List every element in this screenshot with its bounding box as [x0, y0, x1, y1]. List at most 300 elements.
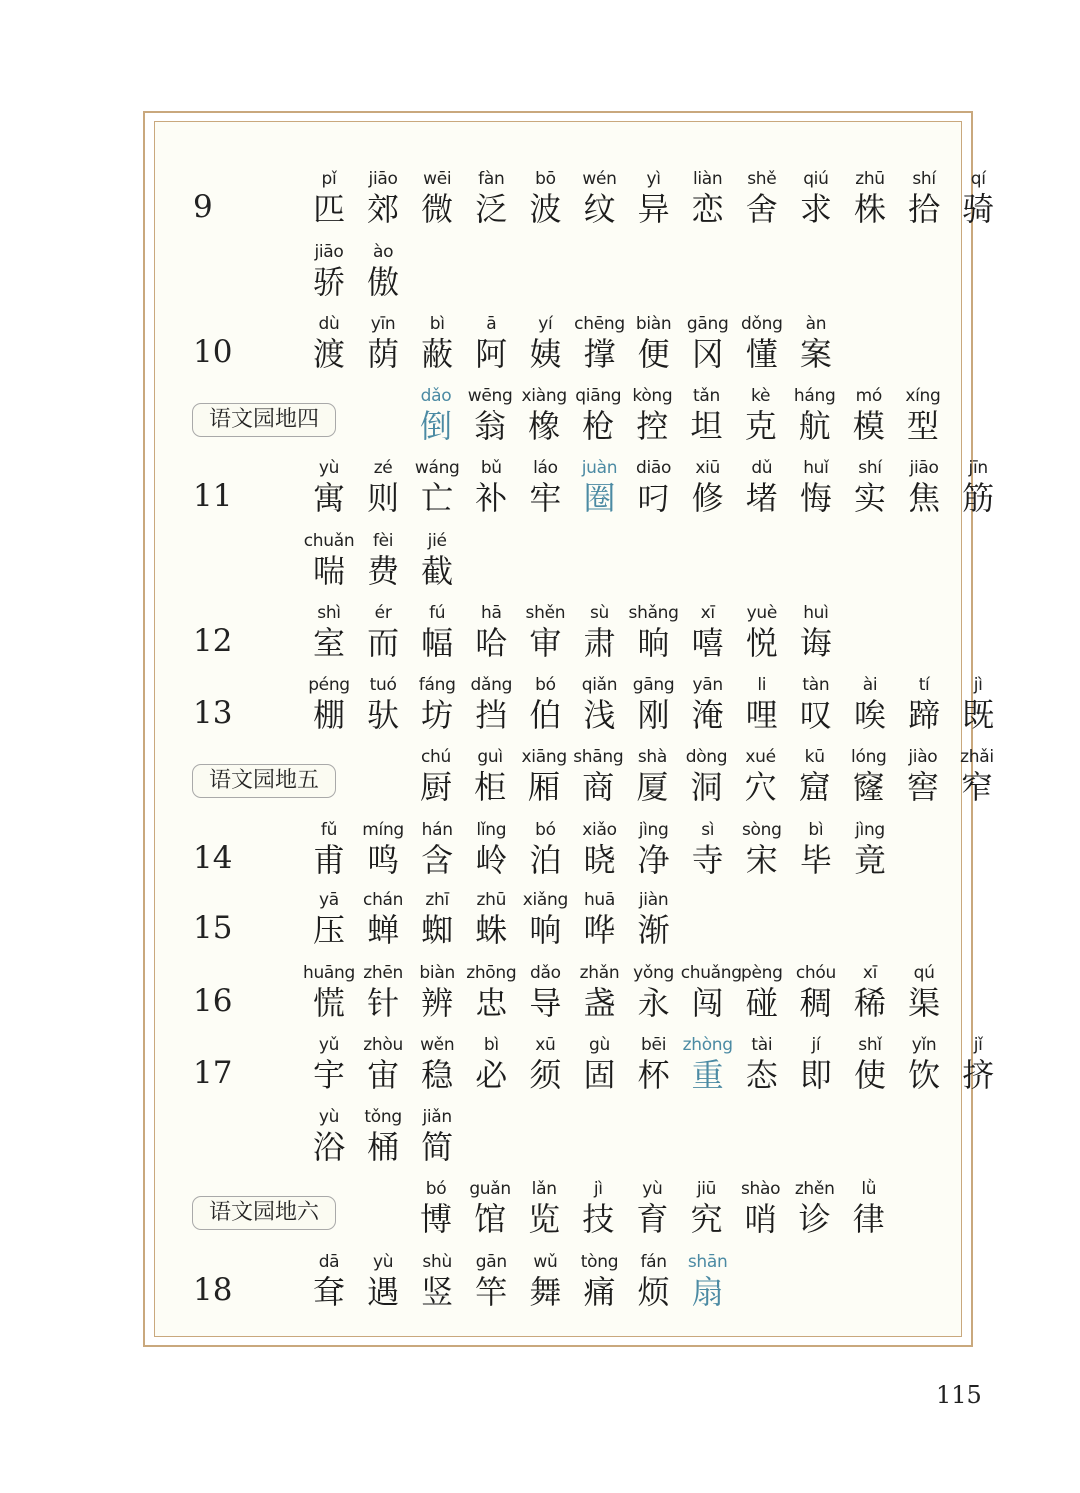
- pinyin: xiàng: [521, 386, 567, 406]
- hanzi: 窟: [798, 768, 831, 806]
- hanzi: 耷: [312, 1273, 345, 1311]
- character-cell: [627, 961, 681, 1021]
- pinyin: bó: [535, 675, 556, 695]
- lesson-row: [193, 529, 953, 589]
- character-cell: [680, 1177, 734, 1237]
- hanzi: 蔽: [421, 335, 454, 373]
- character-cell: [302, 1033, 356, 1093]
- character-cell: [573, 456, 627, 516]
- hanzi: 压: [312, 911, 345, 949]
- pinyin: kè: [751, 386, 771, 406]
- lesson-row: [193, 456, 995, 517]
- character-cell: [627, 312, 681, 372]
- character-cell: [627, 888, 681, 948]
- pinyin: zhī: [425, 890, 449, 910]
- hanzi: 窖: [906, 768, 939, 806]
- hanzi: 简: [421, 1128, 454, 1166]
- hanzi: 饮: [908, 1056, 941, 1094]
- pinyin: gāng: [632, 675, 675, 695]
- pinyin: yù: [372, 1252, 394, 1272]
- pinyin: yīn: [370, 314, 396, 334]
- pinyin: huā: [583, 890, 616, 910]
- hanzi: 枪: [582, 407, 615, 445]
- pinyin: yǒng: [633, 963, 674, 983]
- hanzi: 究: [690, 1200, 723, 1238]
- pinyin: chán: [363, 890, 404, 910]
- character-cell: [735, 961, 789, 1021]
- pinyin: jìng: [855, 820, 885, 840]
- pinyin: wén: [582, 169, 617, 189]
- pinyin: guǎn: [469, 1179, 511, 1199]
- hanzi: 姨: [529, 335, 562, 373]
- character-cell: [627, 818, 681, 878]
- hanzi: 翁: [474, 407, 507, 445]
- character-cell: [356, 240, 410, 300]
- pinyin: yuè: [746, 603, 777, 623]
- hanzi: 窄: [960, 768, 993, 806]
- hanzi: 稀: [853, 984, 886, 1022]
- hanzi: 棚: [312, 696, 345, 734]
- character-cell: [843, 818, 897, 878]
- character-cell: [464, 1033, 518, 1093]
- hanzi: 永: [637, 984, 670, 1022]
- pinyin: lǜ: [861, 1179, 877, 1199]
- character-cell: [356, 1105, 410, 1165]
- hanzi: 修: [691, 479, 724, 517]
- hanzi: 恋: [691, 190, 724, 228]
- hanzi: 舍: [745, 190, 778, 228]
- hanzi: 渠: [908, 984, 941, 1022]
- pinyin: tàn: [802, 675, 830, 695]
- character-table: [154, 121, 995, 1337]
- character-cell: [302, 818, 356, 878]
- character-cell: [627, 456, 681, 516]
- character-cell: [410, 529, 464, 589]
- pinyin: fán: [640, 1252, 667, 1272]
- hanzi: 遇: [367, 1273, 400, 1311]
- character-cell: [518, 1033, 572, 1093]
- hanzi: 懂: [745, 335, 778, 373]
- pinyin: chú: [421, 747, 451, 767]
- character-cell: [302, 888, 356, 948]
- pinyin: wáng: [414, 458, 460, 478]
- pinyin: shào: [740, 1179, 781, 1199]
- character-cell: [517, 1177, 571, 1237]
- pinyin: zhǎi: [960, 747, 994, 767]
- pinyin: diāo: [636, 458, 672, 478]
- character-cell: [573, 1250, 627, 1310]
- hanzi: 蜘: [421, 911, 454, 949]
- character-cell: [897, 673, 951, 733]
- hanzi: 伯: [529, 696, 562, 734]
- pinyin: xī: [862, 963, 878, 983]
- character-cell: [571, 384, 625, 444]
- character-cell: [625, 384, 679, 444]
- hanzi: 牢: [529, 479, 562, 517]
- lesson-row: [193, 1250, 953, 1310]
- character-cell: [518, 312, 572, 372]
- hanzi: 橡: [528, 407, 561, 445]
- character-cell: [356, 961, 410, 1021]
- hanzi: 博: [419, 1200, 452, 1238]
- character-cell: [518, 167, 572, 227]
- pinyin: jīn: [968, 458, 988, 478]
- hanzi: 拾: [908, 190, 941, 228]
- pinyin: fú: [429, 603, 446, 623]
- character-cell: [464, 961, 518, 1021]
- lesson-row: [193, 167, 995, 228]
- character-cell: [627, 167, 681, 227]
- pinyin: bǔ: [480, 458, 502, 478]
- hanzi: 匹: [312, 190, 345, 228]
- character-cell: [627, 1033, 681, 1093]
- character-cell: [625, 1177, 679, 1237]
- character-cell: [356, 312, 410, 372]
- hanzi: 重: [691, 1056, 724, 1094]
- character-cell: [789, 601, 843, 661]
- hanzi: 控: [636, 407, 669, 445]
- hanzi: 甫: [312, 841, 345, 879]
- hanzi: 蛛: [475, 911, 508, 949]
- hanzi: 必: [475, 1056, 508, 1094]
- character-cell: [518, 601, 572, 661]
- pinyin: yān: [692, 675, 723, 695]
- hanzi: 宇: [312, 1056, 345, 1094]
- pinyin: chēng: [574, 314, 625, 334]
- lesson-row: [193, 1105, 953, 1165]
- pinyin: yí: [538, 314, 553, 334]
- character-cell: [788, 384, 842, 444]
- pinyin: shě: [747, 169, 777, 189]
- character-cell: [518, 818, 572, 878]
- hanzi: 竟: [853, 841, 886, 879]
- pinyin: wěn: [420, 1035, 455, 1055]
- pinyin: wǔ: [533, 1252, 558, 1272]
- pinyin: qiú: [803, 169, 829, 189]
- character-cell: [410, 1105, 464, 1165]
- pinyin: kū: [804, 747, 825, 767]
- pinyin: xī: [700, 603, 715, 623]
- pinyin: xiǎng: [522, 890, 569, 910]
- pinyin: fèi: [372, 531, 394, 551]
- character-cell: [302, 529, 356, 589]
- character-cell: [735, 818, 789, 878]
- character-cell: [789, 167, 843, 227]
- character-cell: [571, 745, 625, 805]
- hanzi: 窿: [852, 768, 885, 806]
- character-cell: [356, 1250, 410, 1310]
- lesson-row: [193, 818, 953, 878]
- character-cell: [896, 745, 950, 805]
- pinyin: shì: [317, 603, 341, 623]
- hanzi: 诲: [799, 624, 832, 662]
- hanzi: 竖: [421, 1273, 454, 1311]
- character-cell: [843, 167, 897, 227]
- pinyin: jìng: [638, 820, 669, 840]
- character-cell: [573, 167, 627, 227]
- character-cell: [734, 745, 788, 805]
- hanzi: 坦: [690, 407, 723, 445]
- hanzi: 纹: [583, 190, 616, 228]
- hanzi: 挡: [475, 696, 508, 734]
- character-cell: [680, 745, 734, 805]
- character-cell: [410, 888, 464, 948]
- pinyin: jiū: [696, 1179, 717, 1199]
- character-cell: [302, 1250, 356, 1310]
- hanzi: 哩: [745, 696, 778, 734]
- hanzi: 使: [853, 1056, 886, 1094]
- hanzi: 唉: [853, 696, 886, 734]
- lesson-number: 16: [193, 983, 233, 1019]
- hanzi: 既: [962, 696, 995, 734]
- character-cell: [681, 818, 735, 878]
- character-cell: [897, 167, 951, 227]
- hanzi: 傲: [367, 263, 400, 301]
- character-cell: [573, 312, 627, 372]
- pinyin: zhěn: [794, 1179, 835, 1199]
- pinyin: fáng: [418, 675, 456, 695]
- character-cell: [518, 888, 572, 948]
- hanzi: 览: [528, 1200, 561, 1238]
- lesson-row: [193, 961, 953, 1021]
- character-cell: [681, 601, 735, 661]
- pinyin: bō: [535, 169, 556, 189]
- pinyin: jiāo: [314, 242, 344, 262]
- character-cell: [463, 1177, 517, 1237]
- pinyin: tǎn: [693, 386, 720, 406]
- page-number: 115: [936, 1381, 982, 1409]
- hanzi: 辨: [421, 984, 454, 1022]
- hanzi: 异: [637, 190, 670, 228]
- hanzi: 厨: [419, 768, 452, 806]
- pinyin: jiāo: [909, 458, 939, 478]
- character-cell: [410, 1033, 464, 1093]
- hanzi: 针: [367, 984, 400, 1022]
- character-cell: [627, 1250, 681, 1310]
- pinyin: ā: [486, 314, 497, 334]
- hanzi: 肃: [583, 624, 616, 662]
- hanzi: 而: [367, 624, 400, 662]
- character-cell: [951, 167, 1005, 227]
- pinyin: jiàn: [638, 890, 669, 910]
- character-cell: [464, 888, 518, 948]
- character-cell: [681, 673, 735, 733]
- character-cell: [464, 456, 518, 516]
- character-cell: [843, 961, 897, 1021]
- hanzi: 株: [853, 190, 886, 228]
- pinyin: zé: [373, 458, 393, 478]
- character-cell: [789, 312, 843, 372]
- hanzi: 烦: [637, 1273, 670, 1311]
- section-label: 语文园地四: [192, 403, 336, 437]
- lesson-row: [193, 1177, 953, 1237]
- hanzi: 筋: [962, 479, 995, 517]
- hanzi: 稠: [799, 984, 832, 1022]
- pinyin: biàn: [419, 963, 455, 983]
- hanzi: 浴: [312, 1128, 345, 1166]
- hanzi: 室: [312, 624, 345, 662]
- lesson-number: 18: [193, 1272, 233, 1308]
- lesson-number: 10: [193, 334, 233, 370]
- hanzi: 渡: [312, 335, 345, 373]
- hanzi: 泊: [529, 841, 562, 879]
- lesson-number: 11: [193, 478, 233, 514]
- pinyin: zhǎn: [579, 963, 620, 983]
- hanzi: 堵: [745, 479, 778, 517]
- character-cell: [464, 1250, 518, 1310]
- pinyin: biàn: [635, 314, 672, 334]
- hanzi: 即: [799, 1056, 832, 1094]
- hanzi: 冈: [691, 335, 724, 373]
- pinyin: tí: [918, 675, 930, 695]
- pinyin: sì: [701, 820, 715, 840]
- hanzi: 杯: [637, 1056, 670, 1094]
- hanzi: 费: [367, 552, 400, 590]
- character-cell: [409, 1177, 463, 1237]
- character-cell: [356, 1033, 410, 1093]
- character-cell: [302, 601, 356, 661]
- hanzi: 案: [799, 335, 832, 373]
- character-cell: [356, 818, 410, 878]
- hanzi: 悔: [799, 479, 832, 517]
- character-cell: [681, 456, 735, 516]
- hanzi: 荫: [367, 335, 400, 373]
- hanzi: 竿: [475, 1273, 508, 1311]
- character-cell: [950, 745, 1004, 805]
- pinyin: bēi: [641, 1035, 667, 1055]
- hanzi: 泛: [475, 190, 508, 228]
- character-cell: [464, 818, 518, 878]
- hanzi: 圈: [583, 479, 616, 517]
- hanzi: 蹄: [908, 696, 941, 734]
- character-cell: [464, 601, 518, 661]
- character-cell: [680, 961, 742, 1022]
- pinyin: shí: [858, 458, 882, 478]
- hanzi: 骄: [312, 263, 345, 301]
- hanzi: 型: [906, 407, 939, 445]
- pinyin: guì: [477, 747, 503, 767]
- pinyin: dǎo: [420, 386, 452, 406]
- hanzi: 厦: [636, 768, 669, 806]
- hanzi: 岭: [475, 841, 508, 879]
- pinyin: jiào: [908, 747, 938, 767]
- hanzi: 哨: [744, 1200, 777, 1238]
- hanzi: 悦: [745, 624, 778, 662]
- hanzi: 晌: [637, 624, 670, 662]
- character-cell: [464, 673, 518, 733]
- character-cell: [789, 961, 843, 1021]
- character-cell: [410, 818, 464, 878]
- pinyin: gù: [589, 1035, 610, 1055]
- pinyin: shān: [687, 1252, 728, 1272]
- pinyin: liàn: [692, 169, 723, 189]
- pinyin: chóu: [795, 963, 836, 983]
- hanzi: 浅: [583, 696, 616, 734]
- page-frame: [143, 111, 995, 1347]
- pinyin: qú: [913, 963, 935, 983]
- pinyin: lǎn: [531, 1179, 557, 1199]
- hanzi: 撑: [583, 335, 616, 373]
- character-cell: [409, 384, 463, 444]
- character-cell: [897, 456, 951, 516]
- pinyin: qí: [970, 169, 986, 189]
- hanzi: 导: [529, 984, 562, 1022]
- hanzi: 闯: [691, 984, 724, 1022]
- pinyin: yù: [318, 1107, 340, 1127]
- character-cell: [463, 384, 517, 444]
- character-cell: [410, 456, 464, 516]
- character-cell: [735, 673, 789, 733]
- character-cell: [517, 384, 571, 444]
- hanzi: 商: [582, 768, 615, 806]
- character-cell: [789, 1033, 843, 1093]
- pinyin: dǒng: [741, 314, 783, 334]
- character-cell: [573, 961, 627, 1021]
- hanzi: 哗: [583, 911, 616, 949]
- character-cell: [735, 167, 789, 227]
- pinyin: shěn: [525, 603, 566, 623]
- character-cell: [573, 673, 627, 733]
- pinyin: dǎng: [470, 675, 513, 695]
- character-cell: [517, 745, 571, 805]
- character-cell: [410, 167, 464, 227]
- character-cell: [464, 312, 518, 372]
- lesson-number: 17: [193, 1055, 233, 1091]
- character-cell: [734, 1177, 788, 1237]
- hanzi: 宙: [367, 1056, 400, 1094]
- character-cell: [788, 1177, 842, 1237]
- hanzi: 固: [583, 1056, 616, 1094]
- lesson-row: [193, 240, 953, 300]
- character-cell: [627, 673, 681, 733]
- character-cell: [410, 312, 464, 372]
- character-cell: [302, 456, 356, 516]
- section-label: 语文园地六: [192, 1196, 336, 1230]
- hanzi: 渐: [637, 911, 670, 949]
- hanzi: 实: [853, 479, 886, 517]
- pinyin: dòng: [685, 747, 728, 767]
- hanzi: 哈: [475, 624, 508, 662]
- character-cell: [681, 312, 735, 372]
- hanzi: 驮: [367, 696, 400, 734]
- hanzi: 净: [637, 841, 670, 879]
- character-cell: [843, 673, 897, 733]
- pinyin: gān: [475, 1252, 507, 1272]
- pinyin: bì: [808, 820, 824, 840]
- character-cell: [573, 1033, 627, 1093]
- pinyin: gāng: [686, 314, 729, 334]
- hanzi: 求: [799, 190, 832, 228]
- hanzi: 克: [744, 407, 777, 445]
- hanzi: 洞: [690, 768, 723, 806]
- character-cell: [789, 818, 843, 878]
- pinyin: chuǎn: [303, 531, 355, 551]
- pinyin: xiū: [695, 458, 721, 478]
- character-cell: [356, 529, 410, 589]
- character-cell: [951, 673, 1005, 733]
- hanzi: 便: [637, 335, 670, 373]
- hanzi: 坊: [421, 696, 454, 734]
- hanzi: 技: [582, 1200, 615, 1238]
- character-cell: [410, 961, 464, 1021]
- hanzi: 盏: [583, 984, 616, 1022]
- hanzi: 则: [367, 479, 400, 517]
- hanzi: 痛: [583, 1273, 616, 1311]
- hanzi: 挤: [962, 1056, 995, 1094]
- hanzi: 航: [798, 407, 831, 445]
- pinyin: jiǎn: [422, 1107, 452, 1127]
- hanzi: 叼: [637, 479, 670, 517]
